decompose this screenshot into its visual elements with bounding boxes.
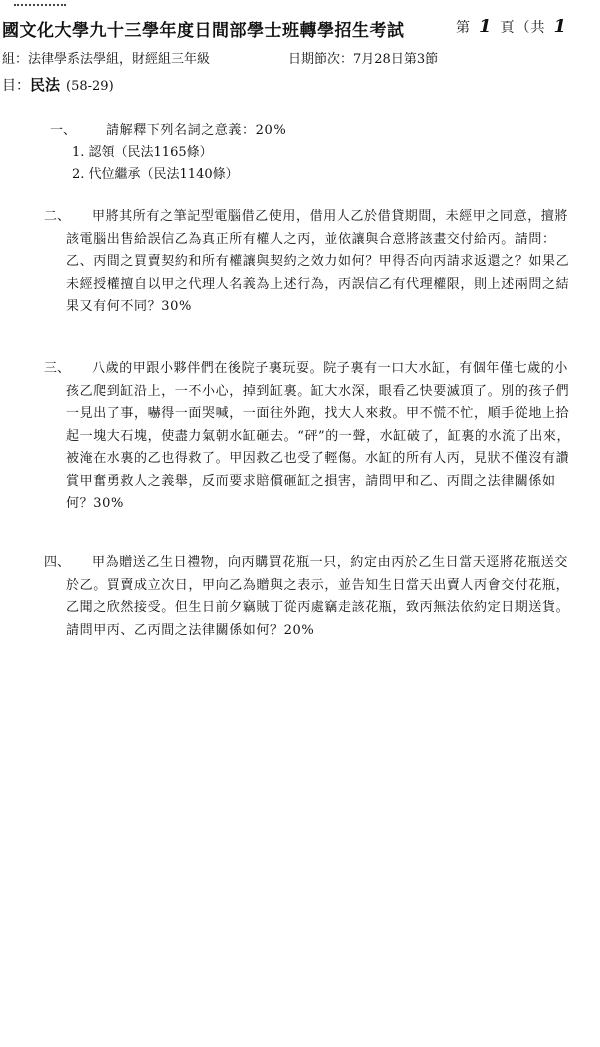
question-3 bbox=[44, 358, 574, 538]
question-item: 2. 代位繼承（民法1140條） bbox=[72, 167, 239, 182]
question-text: 甲為贈送乙生日禮物，向丙購買花瓶一只，約定由丙於乙生日當天逕將花瓶送交於乙。買賣成立次日，甲向乙為贈與之表示，並告知生日當天出賣人丙會交付花瓶，乙聞之欣然接受。但生日前夕竊賊丁從丙處竊走該花瓶，致丙無法依約定日期送貨。請問甲丙、乙丙間之法律關係如何？20% bbox=[66, 555, 570, 638]
question-4 bbox=[44, 552, 574, 672]
page-prefix: 第 bbox=[456, 20, 471, 36]
question-number: 二、 bbox=[44, 209, 71, 224]
subject-code: (58-29) bbox=[66, 79, 114, 94]
group-line: 組：法律學系法學組，財經組三年級 bbox=[2, 52, 211, 67]
question-2 bbox=[44, 206, 574, 346]
date-line: 日期節次：7月28日第3節 bbox=[288, 52, 439, 67]
question-number: 三、 bbox=[44, 361, 71, 376]
page-number bbox=[456, 16, 575, 37]
page-total: 1 bbox=[553, 16, 568, 37]
dotted-cut-line bbox=[14, 4, 66, 6]
question-item: 1. 認領（民法1165條） bbox=[72, 145, 213, 160]
question-lead: 請解釋下列名詞之意義：20% bbox=[106, 123, 287, 138]
subject-name: 民法 bbox=[30, 76, 61, 94]
question-text: 八歲的甲跟小夥伴們在後院子裏玩耍。院子裏有一口大水缸，有個年僅七歲的小孩乙爬到缸沿上，一不小心，掉到缸裏。缸大水深，眼看乙快要滅頂了。別的孩子們一見出了事，嚇得一面哭喊，一面往外跑，找大人來救。甲不慌不忙，順手從地上拾起一塊大石塊，使盡力氣朝水缸砸去。“砰”的一聲，水缸破了，缸裏的水流了出來，被淹在水裏的乙也得救了。甲因救乙也受了輕傷。水缸的所有人丙，見狀不僅沒有讚賞甲奮勇救人之義舉，反而要求賠償砸缸之損害，請問甲和乙、丙間之法律關係如何？30% bbox=[66, 361, 571, 511]
page-mid: 頁（共 bbox=[500, 20, 546, 36]
subject-prefix: 目： bbox=[2, 78, 30, 94]
page-num: 1 bbox=[479, 16, 493, 37]
question-number: 四、 bbox=[44, 555, 71, 570]
exam-title: 國文化大學九十三學年度日間部學士班轉學招生考試 bbox=[2, 21, 405, 41]
meta-subject-row bbox=[2, 74, 114, 95]
question-text: 甲將其所有之筆記型電腦借乙使用，借用人乙於借貸期間，未經甲之同意，擅將該電腦出售給誤信乙為真正所有權人之丙，並依讓與合意將該畫交付給丙。請問：乙、丙間之買賣契約和所有權讓與契約之效力如何？甲得否向丙請求返還之？如果乙未經授權擅自以甲之代理人名義為上述行為，丙誤信乙有代理權限，則上述兩問之結果又有何不同？30% bbox=[66, 209, 570, 314]
question-number: 一、 bbox=[50, 123, 77, 138]
meta-group-row bbox=[2, 48, 439, 67]
